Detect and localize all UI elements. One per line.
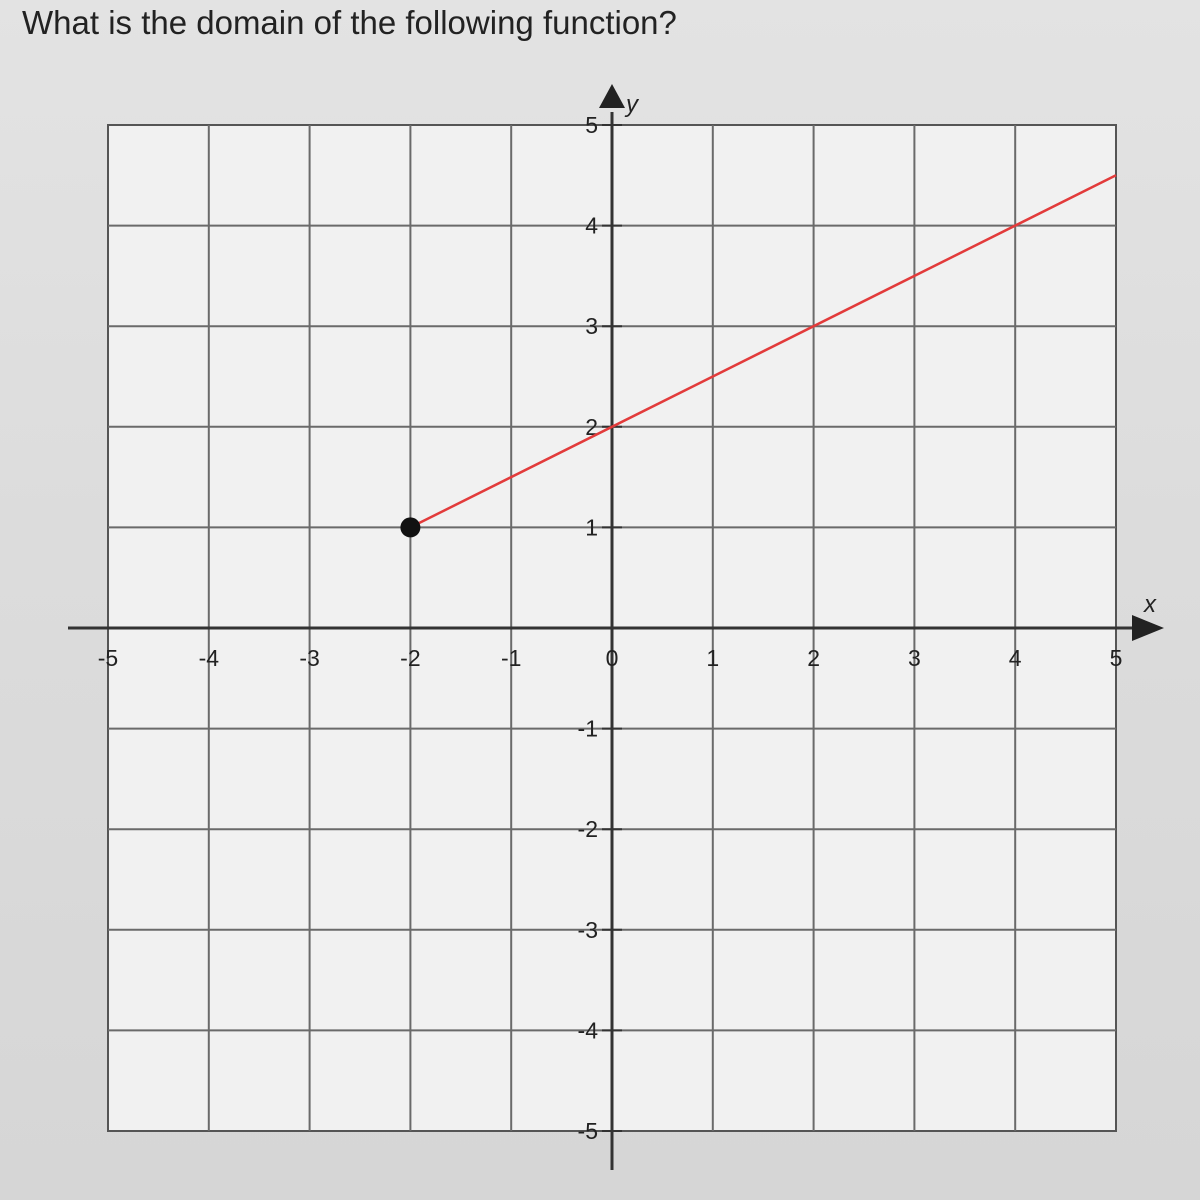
y-tick-label: -2	[577, 816, 598, 843]
x-tick-label: -2	[400, 645, 421, 671]
y-tick-label: -5	[577, 1118, 598, 1144]
x-axis-arrow	[1132, 615, 1164, 641]
x-tick-label: 4	[1008, 645, 1022, 671]
x-tick-label: -4	[198, 645, 220, 671]
y-axis-arrow	[599, 84, 625, 108]
x-tick-label: 5	[1109, 645, 1123, 671]
y-tick-label: 4	[585, 212, 598, 239]
endpoint-dot	[400, 517, 420, 537]
x-tick-label: -5	[97, 645, 119, 671]
y-tick-label: 3	[585, 313, 598, 340]
y-tick-label: 5	[585, 112, 598, 138]
y-tick-label: -4	[577, 1017, 598, 1044]
x-tick-label: -1	[500, 645, 522, 671]
x-tick-label: 0	[605, 645, 619, 671]
y-axis-label: y	[626, 91, 638, 118]
x-axis-label: x	[1144, 591, 1156, 618]
y-tick-label: 1	[585, 514, 598, 541]
y-tick-label: 2	[585, 413, 598, 440]
x-tick-label: 1	[706, 645, 720, 671]
x-tick-label: 2	[807, 645, 820, 671]
x-tick-label: 3	[908, 645, 921, 671]
question-text: What is the domain of the following function?	[22, 4, 677, 41]
y-tick-label: -3	[577, 916, 598, 943]
x-tick-label: -3	[299, 645, 320, 671]
y-tick-label: -1	[577, 715, 598, 742]
